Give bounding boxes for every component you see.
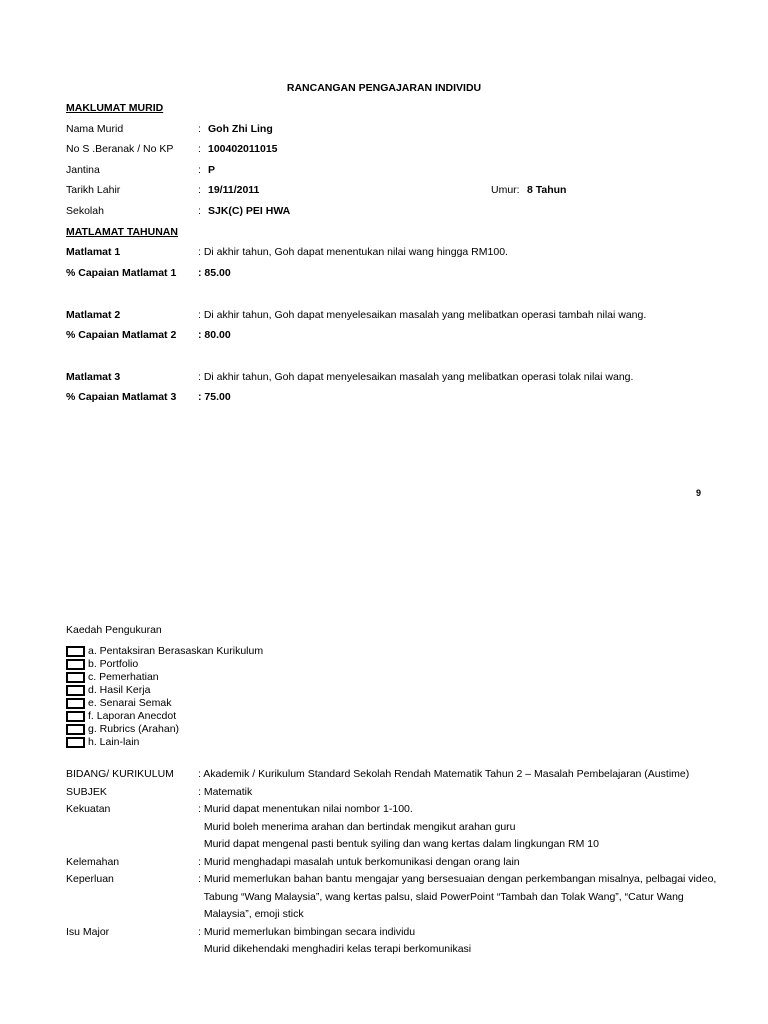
colon: : <box>198 205 201 217</box>
colon: : <box>198 184 201 196</box>
value-kekuatan-2: Murid boleh menerima arahan dan bertindak mengikut arahan guru <box>198 821 516 833</box>
label-matlamat-1: Matlamat 1 <box>66 246 121 258</box>
colon: : <box>198 164 201 176</box>
section-heading-matlamat-tahunan: MATLAMAT TAHUNAN <box>66 226 178 238</box>
checkbox[interactable] <box>66 724 85 735</box>
kaedah-item-h: h. Lain-lain <box>88 736 140 748</box>
kaedah-item-f: f. Laporan Anecdot <box>88 710 177 722</box>
document-title: RANCANGAN PENGAJARAN INDIVIDU <box>286 82 482 94</box>
value-tarikh-lahir: 19/11/2011 <box>208 184 260 196</box>
value-kelemahan: : Murid menghadapi masalah untuk berkomunikasi dengan orang lain <box>198 856 520 868</box>
label-bidang: BIDANG/ KURIKULUM <box>66 768 174 780</box>
label-matlamat-3: Matlamat 3 <box>66 371 121 383</box>
value-capaian-2: : 80.00 <box>198 329 231 341</box>
value-keperluan-3: Malaysia”, emoji stick <box>198 908 304 920</box>
label-subjek: SUBJEK <box>66 786 107 798</box>
label-capaian-1: % Capaian Matlamat 1 <box>66 267 177 279</box>
label-capaian-3: % Capaian Matlamat 3 <box>66 391 177 403</box>
kaedah-item-c: c. Pemerhatian <box>88 671 159 683</box>
kaedah-item-e: e. Senarai Semak <box>88 697 172 709</box>
text-matlamat-3: : Di akhir tahun, Goh dapat menyelesaikan masalah yang melibatkan operasi tolak nilai wang. <box>198 371 634 383</box>
value-sekolah: SJK(C) PEI HWA <box>208 205 291 217</box>
colon: : <box>198 123 201 135</box>
value-keperluan-1: : Murid memerlukan bahan bantu mengajar yang bersesuaian dengan perkembangan misalnya, pelbagai video, <box>198 873 717 885</box>
label-tarikh-lahir: Tarikh Lahir <box>66 184 121 196</box>
value-subjek: : Matematik <box>198 786 253 798</box>
label-nama-murid: Nama Murid <box>66 123 124 135</box>
label-jantina: Jantina <box>66 164 100 176</box>
value-isu-major-2: Murid dikehendaki menghadiri kelas terapi berkomunikasi <box>198 943 472 955</box>
value-isu-major-1: : Murid memerlukan bimbingan secara individu <box>198 926 416 938</box>
checkbox[interactable] <box>66 646 85 657</box>
value-nama-murid: Goh Zhi Ling <box>208 123 273 135</box>
label-umur: Umur: <box>491 184 520 196</box>
checkbox[interactable] <box>66 659 85 670</box>
value-capaian-3: : 75.00 <box>198 391 231 403</box>
checkbox[interactable] <box>66 737 85 748</box>
value-capaian-1: : 85.00 <box>198 267 231 279</box>
label-kelemahan: Kelemahan <box>66 856 120 868</box>
page-number: 9 <box>696 488 702 498</box>
checkbox[interactable] <box>66 698 85 709</box>
label-kekuatan: Kekuatan <box>66 803 111 815</box>
section-heading-maklumat-murid: MAKLUMAT MURID <box>66 102 164 114</box>
text-matlamat-2: : Di akhir tahun, Goh dapat menyelesaikan masalah yang melibatkan operasi tambah nilai wang. <box>198 309 647 321</box>
kaedah-item-d: d. Hasil Kerja <box>88 684 151 696</box>
value-no-kp: 100402011015 <box>208 143 278 155</box>
label-no-kp: No S .Beranak / No KP <box>66 143 174 155</box>
label-keperluan: Keperluan <box>66 873 114 885</box>
checkbox[interactable] <box>66 672 85 683</box>
value-jantina: P <box>208 164 216 176</box>
value-kekuatan-3: Murid dapat mengenal pasti bentuk syiling dan wang kertas dalam lingkungan RM 10 <box>198 838 599 850</box>
label-isu-major: Isu Major <box>66 926 110 938</box>
checkbox[interactable] <box>66 711 85 722</box>
label-matlamat-2: Matlamat 2 <box>66 309 121 321</box>
text-matlamat-1: : Di akhir tahun, Goh dapat menentukan nilai wang hingga RM100. <box>198 246 508 258</box>
checkbox[interactable] <box>66 685 85 696</box>
label-sekolah: Sekolah <box>66 205 104 217</box>
kaedah-item-a: a. Pentaksiran Berasaskan Kurikulum <box>88 645 264 657</box>
label-capaian-2: % Capaian Matlamat 2 <box>66 329 177 341</box>
kaedah-item-b: b. Portfolio <box>88 658 139 670</box>
colon: : <box>198 143 201 155</box>
value-bidang: : Akademik / Kurikulum Standard Sekolah Rendah Matematik Tahun 2 – Masalah Pembelajaran (Austime) <box>198 768 690 780</box>
value-kekuatan-1: : Murid dapat menentukan nilai nombor 1-100. <box>198 803 413 815</box>
value-keperluan-2: Tabung “Wang Malaysia”, wang kertas palsu, slaid PowerPoint “Tambah dan Tolak Wang”, “Catur Wang <box>198 891 684 903</box>
kaedah-heading: Kaedah Pengukuran <box>66 624 162 636</box>
value-umur: 8 Tahun <box>527 184 567 196</box>
kaedah-item-g: g. Rubrics (Arahan) <box>88 723 180 735</box>
